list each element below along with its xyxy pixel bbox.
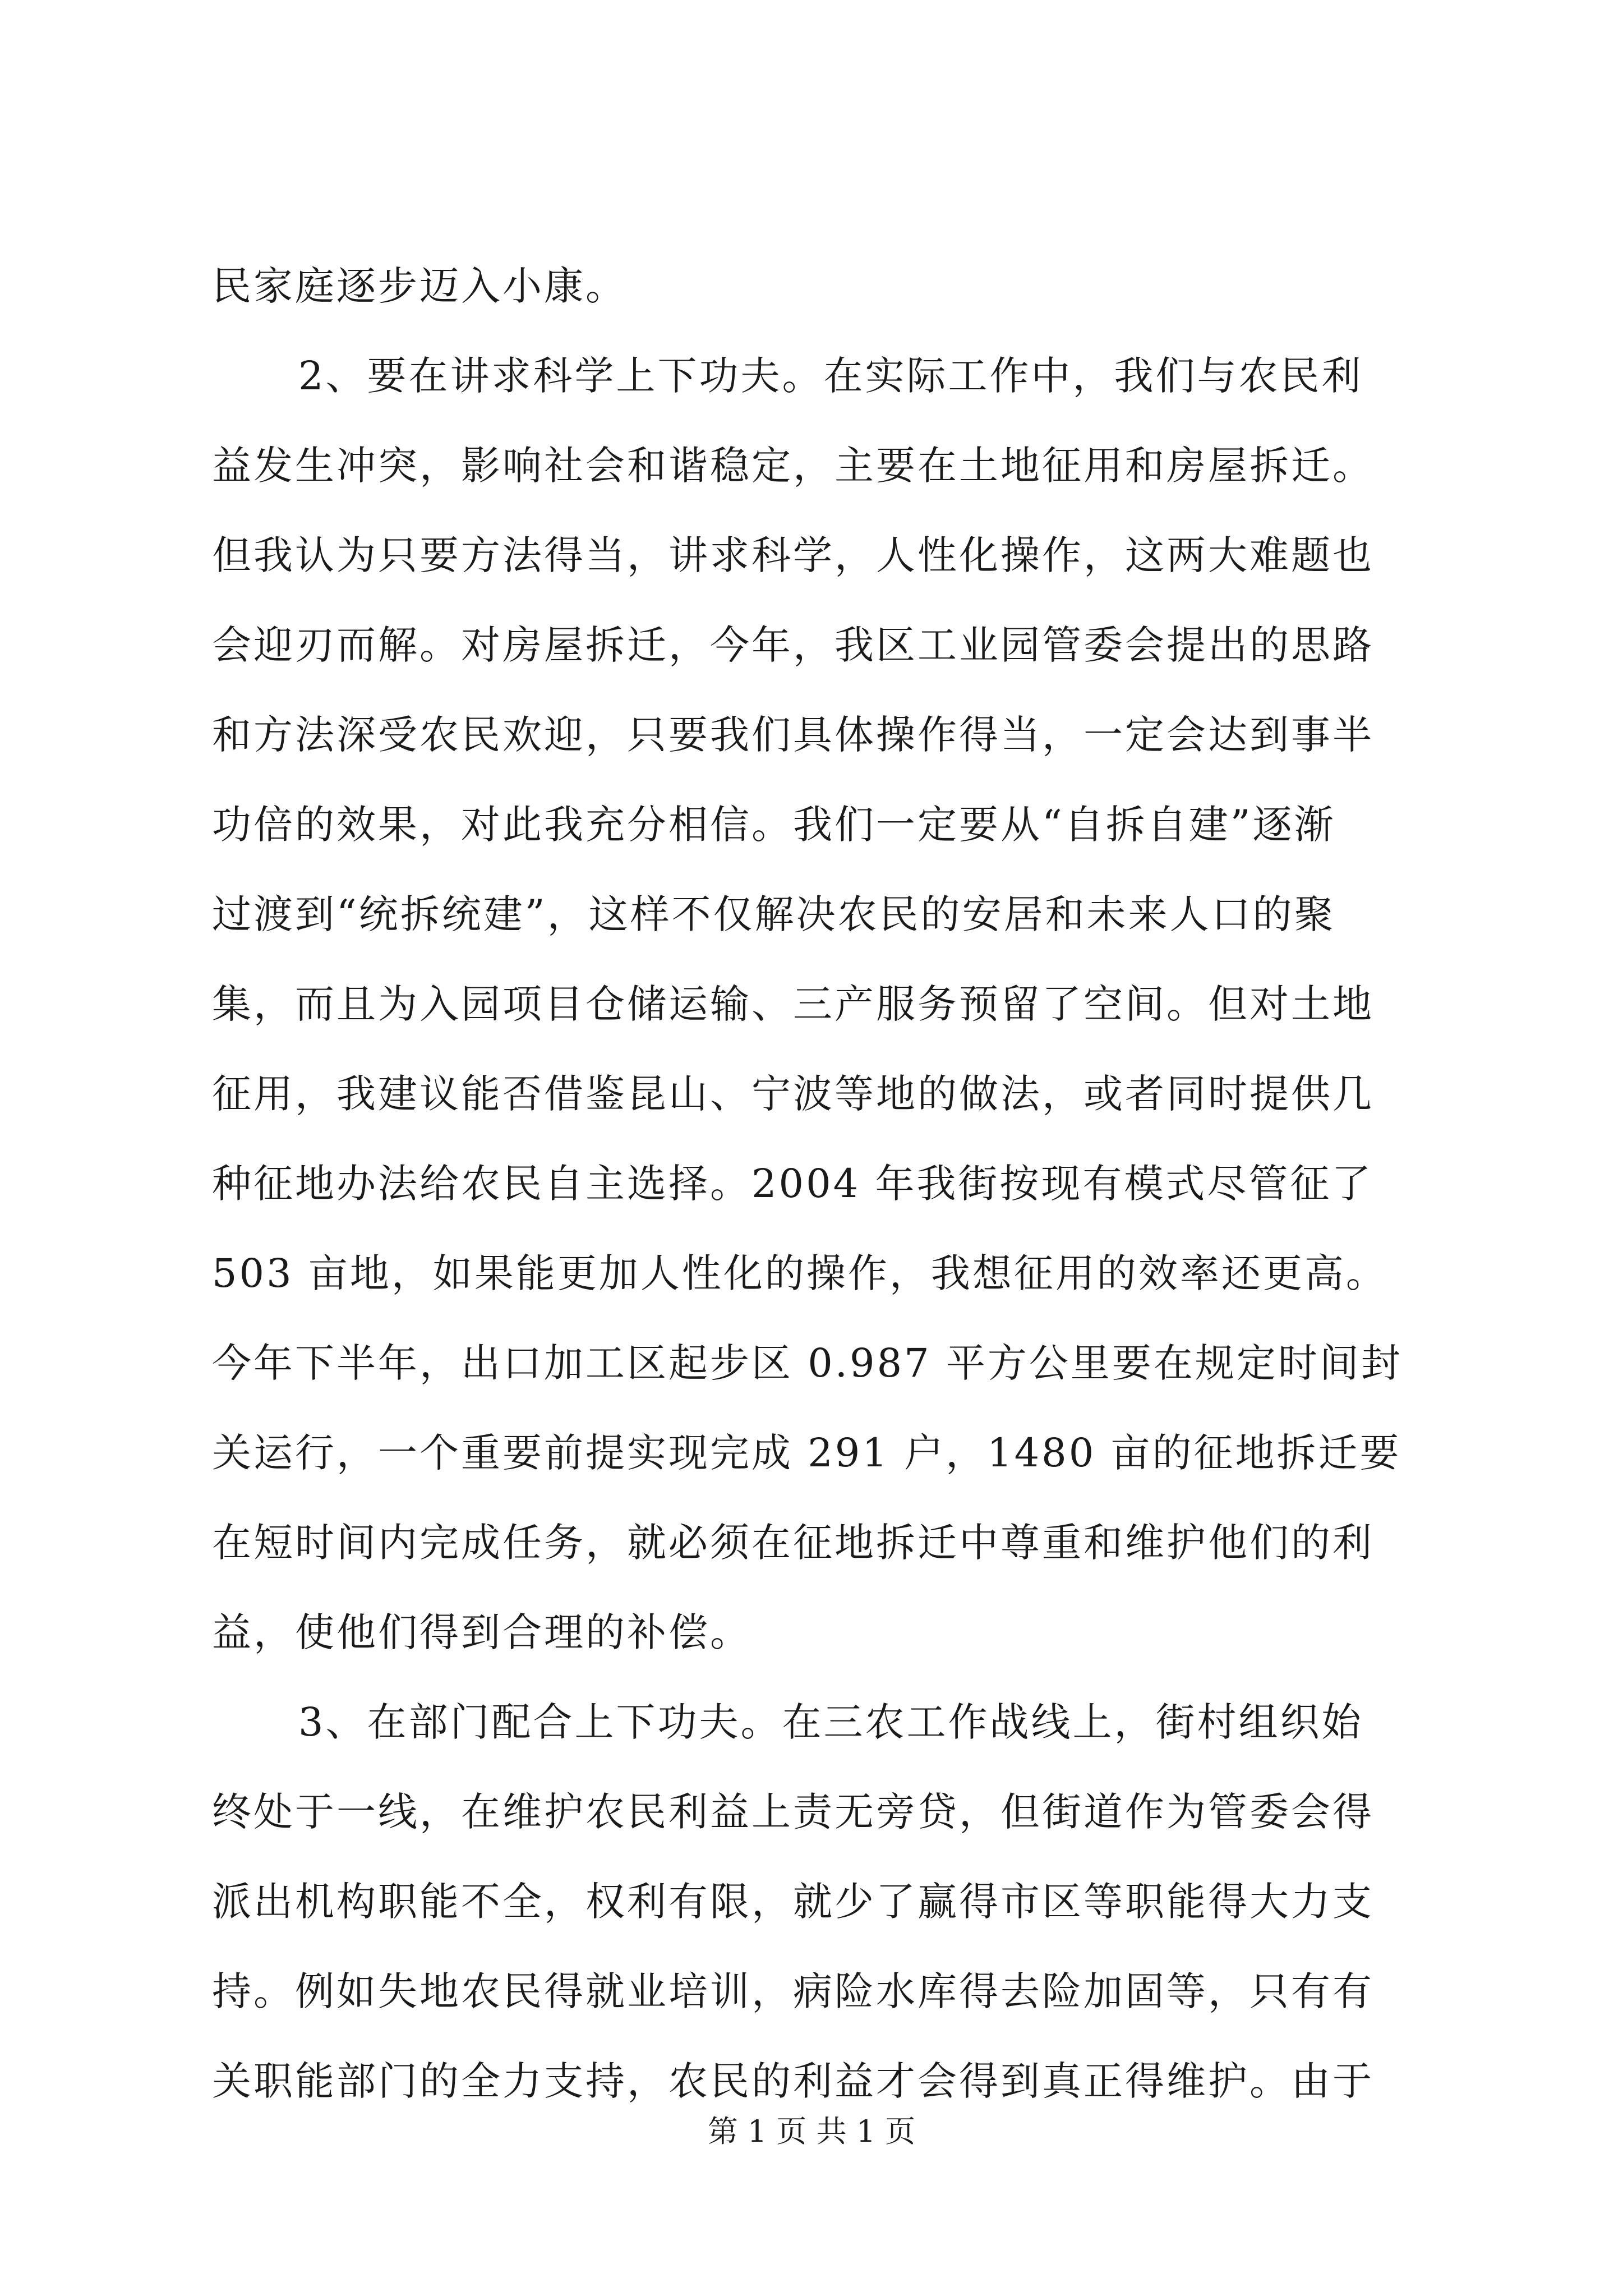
text-line: 和方法深受农民欢迎，只要我们具体操作得当，一定会达到事半 [212, 712, 1374, 758]
text-line: 关职能部门的全力支持，农民的利益才会得到真正得维护。由于 [212, 2058, 1374, 2104]
text-line: 功倍的效果，对此我充分相信。我们一定要从“自拆自建”逐渐 [212, 802, 1336, 848]
text-line: 关运行，一个重要前提实现完成 291 户，1480 亩的征地拆迁要 [212, 1430, 1401, 1476]
text-line: 益，使他们得到合理的补偿。 [212, 1609, 751, 1655]
text-line: 会迎刃而解。对房屋拆迁，今年，我区工业园管委会提出的思路 [212, 622, 1374, 668]
text-line: 过渡到“统拆统建”，这样不仅解决农民的安居和未来人口的聚 [212, 891, 1336, 937]
text-line: 种征地办法给农民自主选择。2004 年我街按现有模式尽管征了 [212, 1161, 1373, 1207]
text-line: 派出机构职能不全，权利有限，就少了赢得市区等职能得大力支 [212, 1879, 1374, 1925]
text-line: 征用，我建议能否借鉴昆山、宁波等地的做法，或者同时提供几 [212, 1071, 1374, 1117]
paragraph-start-line: 2、要在讲求科学上下功夫。在实际工作中，我们与农民利 [298, 353, 1363, 399]
text-line: 在短时间内完成任务，就必须在征地拆迁中尊重和维护他们的利 [212, 1520, 1374, 1566]
text-line: 但我认为只要方法得当，讲求科学，人性化操作，这两大难题也 [212, 532, 1374, 578]
text-line: 民家庭逐步迈入小康。 [212, 263, 627, 309]
text-line: 终处于一线，在维护农民利益上责无旁贷，但街道作为管委会得 [212, 1789, 1374, 1835]
text-line: 今年下半年，出口加工区起步区 0.987 平方公里要在规定时间封 [212, 1340, 1403, 1386]
text-line: 持。例如失地农民得就业培训，病险水库得去险加固等，只有有 [212, 1968, 1374, 2014]
page-footer: 第 1 页 共 1 页 [707, 2114, 916, 2149]
text-line: 503 亩地，如果能更加人性化的操作，我想征用的效率还更高。 [212, 1250, 1387, 1296]
paragraph-start-line: 3、在部门配合上下功夫。在三农工作战线上，街村组织始 [298, 1699, 1363, 1745]
text-line: 集，而且为入园项目仓储运输、三产服务预留了空间。但对土地 [212, 981, 1374, 1027]
text-line: 益发生冲突，影响社会和谐稳定，主要在土地征用和房屋拆迁。 [212, 443, 1374, 489]
